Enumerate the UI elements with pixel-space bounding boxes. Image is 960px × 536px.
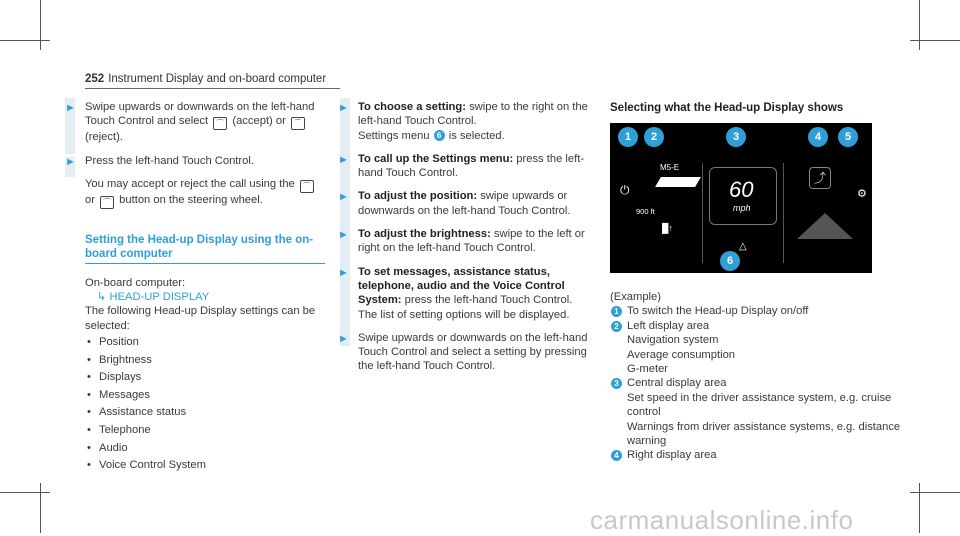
step-arrow-icon: ► (338, 191, 349, 204)
legend-line: Left display area (627, 319, 710, 332)
menu-path: ↳ HEAD-UP DISPLAY (97, 291, 210, 304)
legend-line: Central display area (627, 377, 727, 390)
step-item (338, 331, 593, 374)
paragraph-text: button on the steering wheel. (119, 193, 263, 206)
step-item (338, 227, 593, 256)
crop-mark (919, 483, 920, 533)
legend-item (610, 319, 910, 377)
settings-list-item: • Audio (85, 441, 325, 459)
legend-line: To switch the Head-up Display on/off (627, 305, 809, 318)
callout-4: 4 (808, 127, 828, 147)
example-label: (Example) (610, 291, 661, 303)
nav-arrow-icon: ⤴ (809, 167, 831, 189)
step-arrow-icon: ► (65, 102, 76, 114)
crop-mark (0, 492, 50, 493)
callout-number: 2 (611, 321, 622, 332)
legend-line: Average consumption (627, 348, 736, 361)
power-icon: ⏻ (620, 183, 630, 197)
step-text: press the left-hand Touch Control. (358, 152, 585, 180)
legend-line: Warnings from driver assistance systems, e.g. distance warning (627, 420, 901, 448)
step-text: Swipe upwards or downwards on the left-hand Touch Control and select (85, 101, 315, 128)
settings-gear-icon: ⚙ (857, 188, 867, 200)
step-item (65, 154, 325, 168)
callout-1: 1 (618, 127, 638, 147)
crop-mark (40, 483, 41, 533)
legend (610, 290, 910, 463)
phone-accept-icon: ⌒ (300, 180, 314, 193)
crop-mark (40, 0, 41, 50)
header-rule (85, 88, 340, 89)
settings-list-item: • Brightness (85, 353, 325, 371)
step-text: Press the left-hand Touch Control. (85, 154, 254, 167)
page-title: Instrument Display and on-board computer (108, 73, 327, 85)
warning-triangle-icon: △ (739, 241, 747, 252)
hud-right-panel (785, 163, 869, 263)
step-text: Settings menu (358, 129, 430, 142)
section-title: Setting the Head-up Display using the on-board computer (85, 233, 314, 260)
legend-item (610, 376, 910, 448)
menu-label: On-board computer: (85, 276, 186, 289)
settings-list (85, 335, 325, 476)
column-1 (65, 100, 325, 476)
step-heading: To choose a setting: (358, 101, 466, 113)
legend-line: Navigation system (627, 334, 719, 347)
watermark: carmanualsonline.info (590, 505, 854, 535)
step-text: swipe upwards or downwards on the left-hand Touch Control. (358, 190, 571, 217)
hud-speed-unit: mph (733, 203, 751, 213)
paragraph-text: You may accept or reject the call using the (85, 177, 295, 190)
column-2 (338, 100, 593, 383)
crop-mark (910, 40, 960, 41)
hud-mode-label: M5-E (660, 163, 680, 172)
step-bar (340, 98, 350, 346)
step-arrow-icon: ► (65, 155, 76, 168)
step-item (338, 189, 593, 218)
direction-arrow-icon (655, 177, 701, 187)
step-heading: To adjust the brightness: (358, 228, 491, 241)
page-header (85, 73, 326, 85)
callout-number: 4 (611, 450, 622, 461)
step-heading: To adjust the position: (358, 190, 478, 203)
hud-center-panel (702, 163, 784, 263)
legend-item (610, 304, 910, 318)
settings-list-item: • Messages (85, 388, 325, 406)
settings-list-item: • Voice Control System (85, 458, 325, 476)
callout-number: 1 (611, 306, 622, 317)
phone-reject-icon: ⌒ (100, 196, 114, 209)
paragraph-text: or (85, 193, 95, 206)
step-item (338, 100, 593, 143)
crop-mark (0, 40, 50, 41)
callout-3: 3 (726, 127, 746, 147)
step-text: is selected. (448, 129, 505, 142)
subsection-title: Selecting what the Head-up Display shows (610, 102, 844, 114)
page-number: 252 (85, 73, 105, 85)
step-text: swipe to the right on the left-hand Touch Control. (358, 101, 588, 128)
hud-left-panel (618, 163, 700, 263)
lane-icon: █↑ (662, 223, 673, 233)
crop-mark (919, 0, 920, 50)
callout-5: 5 (838, 127, 858, 147)
step-arrow-icon: ► (338, 332, 349, 345)
paragraph (85, 177, 325, 209)
step-text: swipe to the left or right on the left-hand Touch Control. (358, 228, 585, 255)
settings-list-item: • Assistance status (85, 405, 325, 423)
step-text: The list of setting options will be displayed. (358, 308, 570, 321)
legend-line: G-meter (627, 363, 669, 376)
step-arrow-icon: ► (338, 266, 349, 279)
step-arrow-icon: ► (338, 229, 349, 242)
settings-list-item: • Displays (85, 370, 325, 388)
legend-line: Set speed in the driver assistance system, e.g. cruise control (627, 391, 892, 419)
list-intro: The following Head-up Display settings can be selected: (85, 305, 316, 332)
legend-item (610, 448, 910, 462)
callout-number: 6 (434, 130, 445, 141)
step-arrow-icon: ► (338, 102, 349, 114)
step-text: Swipe upwards or downwards on the left-hand Touch Control and select a setting by pressing the left-hand Touch Control. (358, 331, 588, 373)
hud-illustration (610, 123, 872, 273)
step-text: (accept) (232, 115, 273, 128)
step-item (338, 265, 593, 322)
step-text: (reject). (85, 131, 123, 144)
hud-speed-value: 60 (729, 177, 754, 202)
menu-path-text: HEAD-UP DISPLAY (109, 291, 210, 304)
phone-accept-icon: ⌒ (213, 117, 227, 130)
crop-mark (910, 492, 960, 493)
step-item (65, 100, 325, 145)
phone-reject-icon: ⌒ (291, 117, 305, 130)
settings-list-item: • Telephone (85, 423, 325, 441)
step-text: or (275, 115, 286, 128)
callout-2: 2 (644, 127, 664, 147)
step-heading: To call up the Settings menu: (358, 152, 514, 165)
step-item (338, 152, 593, 181)
step-text: press the left-hand Touch Control. (404, 294, 573, 307)
legend-line: Right display area (627, 449, 717, 462)
legend-list (610, 304, 910, 462)
step-arrow-icon: ► (338, 153, 349, 166)
lane-assist-icon (797, 213, 853, 239)
hud-distance-label: 900 ft (636, 207, 655, 216)
callout-number: 3 (611, 378, 622, 389)
callout-6: 6 (720, 251, 740, 271)
step-heading: To set messages, assistance status, telephone, audio and the Voice Control System: (358, 265, 565, 307)
settings-list-item: • Position (85, 335, 325, 353)
